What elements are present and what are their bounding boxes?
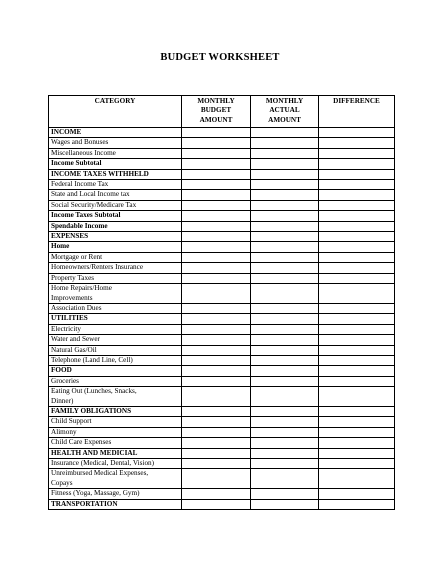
difference-cell[interactable] [319, 366, 395, 376]
actual-amount-cell[interactable] [251, 159, 319, 169]
table-row [49, 263, 395, 273]
budget-amount-cell[interactable] [182, 489, 251, 499]
budget-amount-cell[interactable] [182, 387, 251, 407]
budget-amount-cell[interactable] [182, 263, 251, 273]
category-cell: INCOME [49, 128, 182, 138]
category-cell: FAMILY OBLIGATIONS [49, 406, 182, 416]
header-difference: DIFFERENCE [319, 96, 395, 128]
difference-cell[interactable] [319, 128, 395, 138]
category-cell: Social Security/Medicare Tax [49, 200, 182, 210]
budget-amount-cell[interactable] [182, 314, 251, 324]
budget-amount-cell[interactable] [182, 221, 251, 231]
table-row [49, 448, 395, 458]
actual-amount-cell[interactable] [251, 180, 319, 190]
difference-cell[interactable] [319, 273, 395, 283]
actual-amount-cell[interactable] [251, 324, 319, 334]
difference-cell[interactable] [319, 221, 395, 231]
table-row [49, 180, 395, 190]
table-row [49, 469, 395, 489]
budget-amount-cell[interactable] [182, 427, 251, 437]
difference-cell[interactable] [319, 252, 395, 262]
table-row [49, 148, 395, 158]
category-cell: UTILITIES [49, 314, 182, 324]
difference-cell[interactable] [319, 180, 395, 190]
header-monthly-actual-line-3: AMOUNT [268, 115, 301, 124]
category-cell: Child Care Expenses [49, 438, 182, 448]
budget-amount-cell[interactable] [182, 138, 251, 148]
budget-amount-cell[interactable] [182, 284, 251, 304]
difference-cell[interactable] [319, 427, 395, 437]
table-row [49, 284, 395, 304]
actual-amount-cell[interactable] [251, 190, 319, 200]
budget-amount-cell[interactable] [182, 303, 251, 313]
difference-cell[interactable] [319, 355, 395, 365]
actual-amount-cell[interactable] [251, 427, 319, 437]
actual-amount-cell[interactable] [251, 148, 319, 158]
table-row [49, 366, 395, 376]
table-row [49, 417, 395, 427]
category-cell: Property Taxes [49, 273, 182, 283]
category-cell: Eating Out (Lunches, Snacks, Dinner) [49, 387, 182, 407]
actual-amount-cell[interactable] [251, 303, 319, 313]
actual-amount-cell[interactable] [251, 232, 319, 242]
table-row [49, 459, 395, 469]
category-cell: Income Subtotal [49, 159, 182, 169]
actual-amount-cell[interactable] [251, 345, 319, 355]
header-category: CATEGORY [49, 96, 182, 128]
actual-amount-cell[interactable] [251, 459, 319, 469]
difference-cell[interactable] [319, 232, 395, 242]
category-cell: Child Support [49, 417, 182, 427]
header-monthly-actual-line-2: ACTUAL [269, 106, 300, 115]
category-cell: HEALTH AND MEDICIAL [49, 448, 182, 458]
table-row [49, 376, 395, 386]
table-row [49, 345, 395, 355]
budget-table [48, 95, 395, 510]
category-cell: EXPENSES [49, 232, 182, 242]
actual-amount-cell[interactable] [251, 314, 319, 324]
table-row [49, 273, 395, 283]
table-row [49, 169, 395, 179]
difference-cell[interactable] [319, 242, 395, 252]
difference-cell[interactable] [319, 169, 395, 179]
budget-amount-cell[interactable] [182, 273, 251, 283]
difference-cell[interactable] [319, 211, 395, 221]
table-row [49, 303, 395, 313]
table-row [49, 499, 395, 509]
category-cell: INCOME TAXES WITHHELD [49, 169, 182, 179]
difference-cell[interactable] [319, 406, 395, 416]
table-row [49, 221, 395, 231]
actual-amount-cell[interactable] [251, 128, 319, 138]
difference-cell[interactable] [319, 376, 395, 386]
category-cell: Telephone (Land Line, Cell) [49, 355, 182, 365]
actual-amount-cell[interactable] [251, 499, 319, 509]
budget-amount-cell[interactable] [182, 469, 251, 489]
table-row [49, 438, 395, 448]
table-row [49, 324, 395, 334]
difference-cell[interactable] [319, 489, 395, 499]
actual-amount-cell[interactable] [251, 417, 319, 427]
table-header-row [49, 96, 395, 128]
difference-cell[interactable] [319, 200, 395, 210]
actual-amount-cell[interactable] [251, 376, 319, 386]
actual-amount-cell[interactable] [251, 406, 319, 416]
actual-amount-cell[interactable] [251, 284, 319, 304]
budget-amount-cell[interactable] [182, 180, 251, 190]
difference-cell[interactable] [319, 303, 395, 313]
budget-amount-cell[interactable] [182, 355, 251, 365]
table-row [49, 211, 395, 221]
category-cell: TRANSPORTATION [49, 499, 182, 509]
actual-amount-cell[interactable] [251, 211, 319, 221]
budget-amount-cell[interactable] [182, 190, 251, 200]
category-cell: Home Repairs/Home Improvements [49, 284, 182, 304]
budget-amount-cell[interactable] [182, 438, 251, 448]
difference-cell[interactable] [319, 448, 395, 458]
actual-amount-cell[interactable] [251, 448, 319, 458]
actual-amount-cell[interactable] [251, 335, 319, 345]
category-cell: Unreimbursed Medical Expenses, Copays [49, 469, 182, 489]
difference-cell[interactable] [319, 499, 395, 509]
header-monthly-budget-line-1: MONTHLY [197, 97, 235, 105]
actual-amount-cell[interactable] [251, 438, 319, 448]
difference-cell[interactable] [319, 148, 395, 158]
category-cell: Association Dues [49, 303, 182, 313]
budget-amount-cell[interactable] [182, 335, 251, 345]
header-monthly-budget [182, 96, 251, 128]
header-monthly-budget-line-2: BUDGET [200, 106, 232, 115]
budget-amount-cell[interactable] [182, 159, 251, 169]
table-row [49, 232, 395, 242]
budget-amount-cell[interactable] [182, 448, 251, 458]
budget-amount-cell[interactable] [182, 376, 251, 386]
category-cell: State and Local Income tax [49, 190, 182, 200]
budget-amount-cell[interactable] [182, 232, 251, 242]
budget-amount-cell[interactable] [182, 211, 251, 221]
difference-cell[interactable] [319, 159, 395, 169]
actual-amount-cell[interactable] [251, 355, 319, 365]
category-cell: Insurance (Medical, Dental, Vision) [49, 459, 182, 469]
actual-amount-cell[interactable] [251, 273, 319, 283]
budget-amount-cell[interactable] [182, 128, 251, 138]
difference-cell[interactable] [319, 438, 395, 448]
header-monthly-actual-line-1: MONTHLY [265, 97, 304, 105]
category-cell: Alimony [49, 427, 182, 437]
category-cell: Electricity [49, 324, 182, 334]
actual-amount-cell[interactable] [251, 242, 319, 252]
actual-amount-cell[interactable] [251, 138, 319, 148]
budget-amount-cell[interactable] [182, 499, 251, 509]
table-row [49, 355, 395, 365]
table-row [49, 242, 395, 252]
actual-amount-cell[interactable] [251, 387, 319, 407]
category-cell: Homeowners/Renters Insurance [49, 263, 182, 273]
table-row [49, 314, 395, 324]
difference-cell[interactable] [319, 138, 395, 148]
category-cell: Spendable Income [49, 221, 182, 231]
category-cell: Home [49, 242, 182, 252]
actual-amount-cell[interactable] [251, 169, 319, 179]
table-row [49, 190, 395, 200]
difference-cell[interactable] [319, 263, 395, 273]
budget-amount-cell[interactable] [182, 324, 251, 334]
difference-cell[interactable] [319, 417, 395, 427]
difference-cell[interactable] [319, 314, 395, 324]
table-row [49, 200, 395, 210]
difference-cell[interactable] [319, 459, 395, 469]
actual-amount-cell[interactable] [251, 252, 319, 262]
budget-amount-cell[interactable] [182, 252, 251, 262]
header-monthly-actual [251, 96, 319, 128]
category-cell: Fitness (Yoga, Massage, Gym) [49, 489, 182, 499]
table-row [49, 159, 395, 169]
table-row [49, 427, 395, 437]
category-cell: Water and Sewer [49, 335, 182, 345]
actual-amount-cell[interactable] [251, 221, 319, 231]
table-row [49, 335, 395, 345]
category-cell: FOOD [49, 366, 182, 376]
budget-amount-cell[interactable] [182, 366, 251, 376]
table-row [49, 489, 395, 499]
actual-amount-cell[interactable] [251, 366, 319, 376]
category-cell: Wages and Bonuses [49, 138, 182, 148]
budget-amount-cell[interactable] [182, 242, 251, 252]
difference-cell[interactable] [319, 335, 395, 345]
category-cell: Mortgage or Rent [49, 252, 182, 262]
table-row [49, 128, 395, 138]
budget-amount-cell[interactable] [182, 169, 251, 179]
category-cell: Miscellaneous Income [49, 148, 182, 158]
table-body [49, 128, 395, 510]
category-cell: Groceries [49, 376, 182, 386]
table-row [49, 138, 395, 148]
table-row [49, 406, 395, 416]
header-monthly-budget-line-3: AMOUNT [199, 115, 233, 124]
category-cell: Income Taxes Subtotal [49, 211, 182, 221]
difference-cell[interactable] [319, 324, 395, 334]
category-cell: Federal Income Tax [49, 180, 182, 190]
budget-amount-cell[interactable] [182, 148, 251, 158]
difference-cell[interactable] [319, 469, 395, 489]
difference-cell[interactable] [319, 345, 395, 355]
budget-amount-cell[interactable] [182, 200, 251, 210]
budget-amount-cell[interactable] [182, 417, 251, 427]
actual-amount-cell[interactable] [251, 263, 319, 273]
budget-amount-cell[interactable] [182, 345, 251, 355]
category-cell: Natural Gas/Oil [49, 345, 182, 355]
table-row [49, 252, 395, 262]
difference-cell[interactable] [319, 284, 395, 304]
actual-amount-cell[interactable] [251, 489, 319, 499]
table-row [49, 387, 395, 407]
worksheet-title: BUDGET WORKSHEET [160, 52, 280, 63]
budget-amount-cell[interactable] [182, 459, 251, 469]
difference-cell[interactable] [319, 387, 395, 407]
actual-amount-cell[interactable] [251, 469, 319, 489]
budget-amount-cell[interactable] [182, 406, 251, 416]
difference-cell[interactable] [319, 190, 395, 200]
actual-amount-cell[interactable] [251, 200, 319, 210]
